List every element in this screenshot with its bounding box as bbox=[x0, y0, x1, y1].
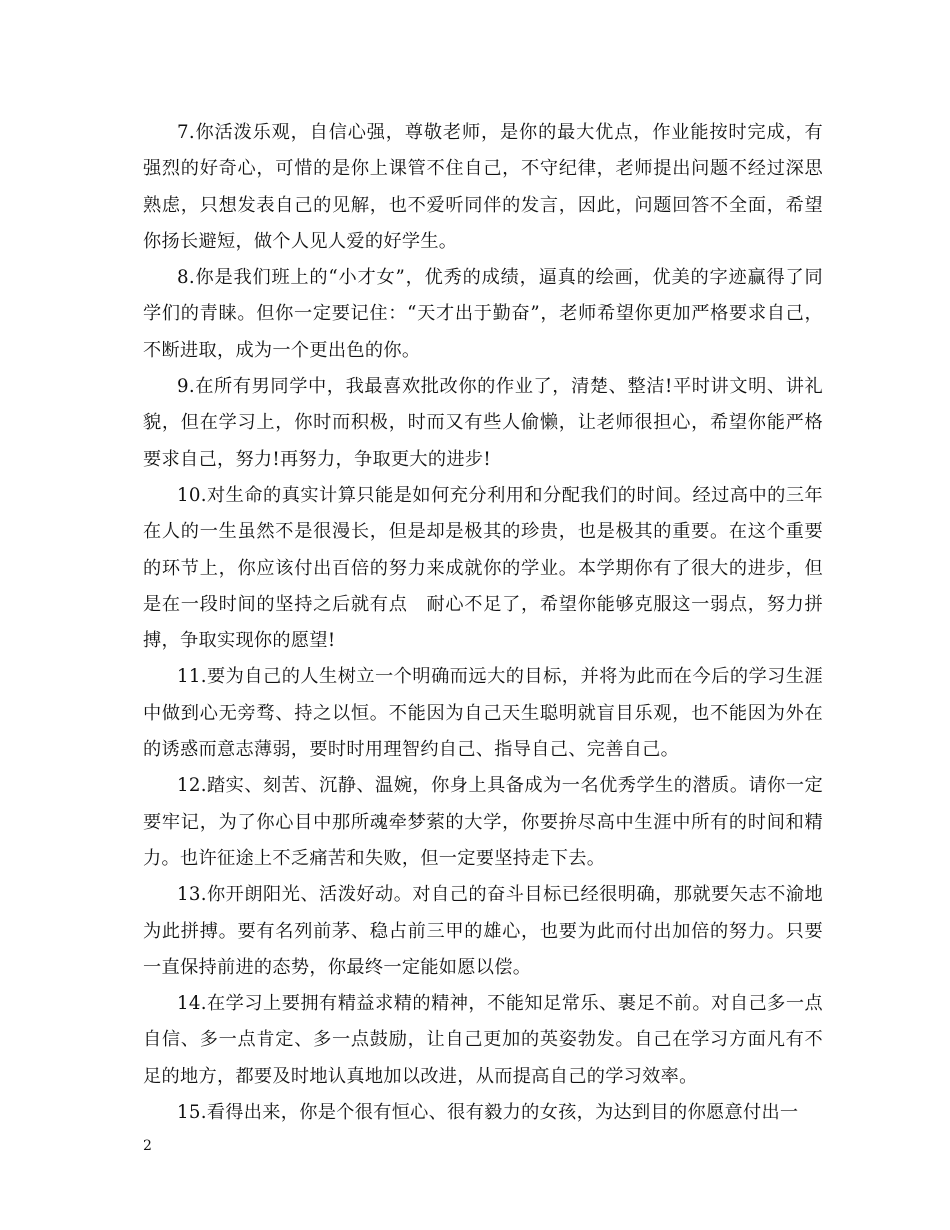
paragraph-15: 15.看得出来，你是个很有恒心、很有毅力的女孩，为达到目的你愿意付出一 bbox=[177, 1102, 799, 1124]
page-number: 2 bbox=[143, 1138, 152, 1154]
paragraph-9: 9.在所有男同学中，我最喜欢批改你的作业了，清楚、整洁!平时讲文明、讲礼貌，但在学习上，你时而积极，时而又有些人偷懒，让老师很担心，希望你能严格要求自己，努力!再努力，争取更大的进步! bbox=[143, 376, 823, 470]
paragraph-14: 14.在学习上要拥有精益求精的精神，不能知足常乐、裹足不前。对自己多一点自信、多一点肯定、多一点鼓励，让自己更加的英姿勃发。自己在学习方面凡有不足的地方，都要及时地认真地加以改进，从而提高自己的学习效率。 bbox=[143, 993, 823, 1087]
paragraph-8: 8.你是我们班上的“小才女”，优秀的成绩，逼真的绘画，优美的字迹赢得了同学们的青睐。但你一定要记住：“天才出于勤奋”，老师希望你更加严格要求自己，不断进取，成为一个更出色的你。 bbox=[143, 267, 823, 361]
paragraph-11: 11.要为自己的人生树立一个明确而远大的目标，并将为此而在今后的学习生涯中做到心无旁骛、持之以恒。不能因为自己天生聪明就盲目乐观，也不能因为外在的诱惑而意志薄弱，要时时用理智约自己、指导自己、完善自己。 bbox=[143, 666, 823, 761]
paragraph-12: 12.踏实、刻苦、沉静、温婉，你身上具备成为一名优秀学生的潜质。请你一定要牢记，为了你心目中那所魂牵梦萦的大学，你要拚尽高中生涯中所有的时间和精力。也许征途上不乏痛苦和失败，但一定要坚持走下去。 bbox=[143, 775, 823, 869]
paragraph-13: 13.你开朗阳光、活泼好动。对自己的奋斗目标已经很明确，那就要矢志不渝地为此拼搏。要有名列前茅、稳占前三甲的雄心，也要为此而付出加倍的努力。只要一直保持前进的态势，你最终一定能如愿以偿。 bbox=[143, 884, 823, 978]
paragraph-10: 10.对生命的真实计算只能是如何充分利用和分配我们的时间。经过高中的三年在人的一生虽然不是很漫长，但是却是极其的珍贵，也是极其的重要。在这个重要的环节上，你应该付出百倍的努力来成就你的学业。本学期你有了很大的进步，但是在一段时间的坚持之后就有点 耐心不足了，希望你能够克服这一弱点，努力拼搏，争取实现你的愿望! bbox=[143, 484, 823, 652]
document-body bbox=[143, 115, 823, 1131]
paragraph-7: 7.你活泼乐观，自信心强，尊敬老师，是你的最大优点，作业能按时完成，有强烈的好奇心，可惜的是你上课管不住自己，不守纪律，老师提出问题不经过深思熟虑，只想发表自己的见解，也不爱听同伴的发言，因此，问题回答不全面，希望你扬长避短，做个人见人爱的好学生。 bbox=[143, 122, 823, 252]
